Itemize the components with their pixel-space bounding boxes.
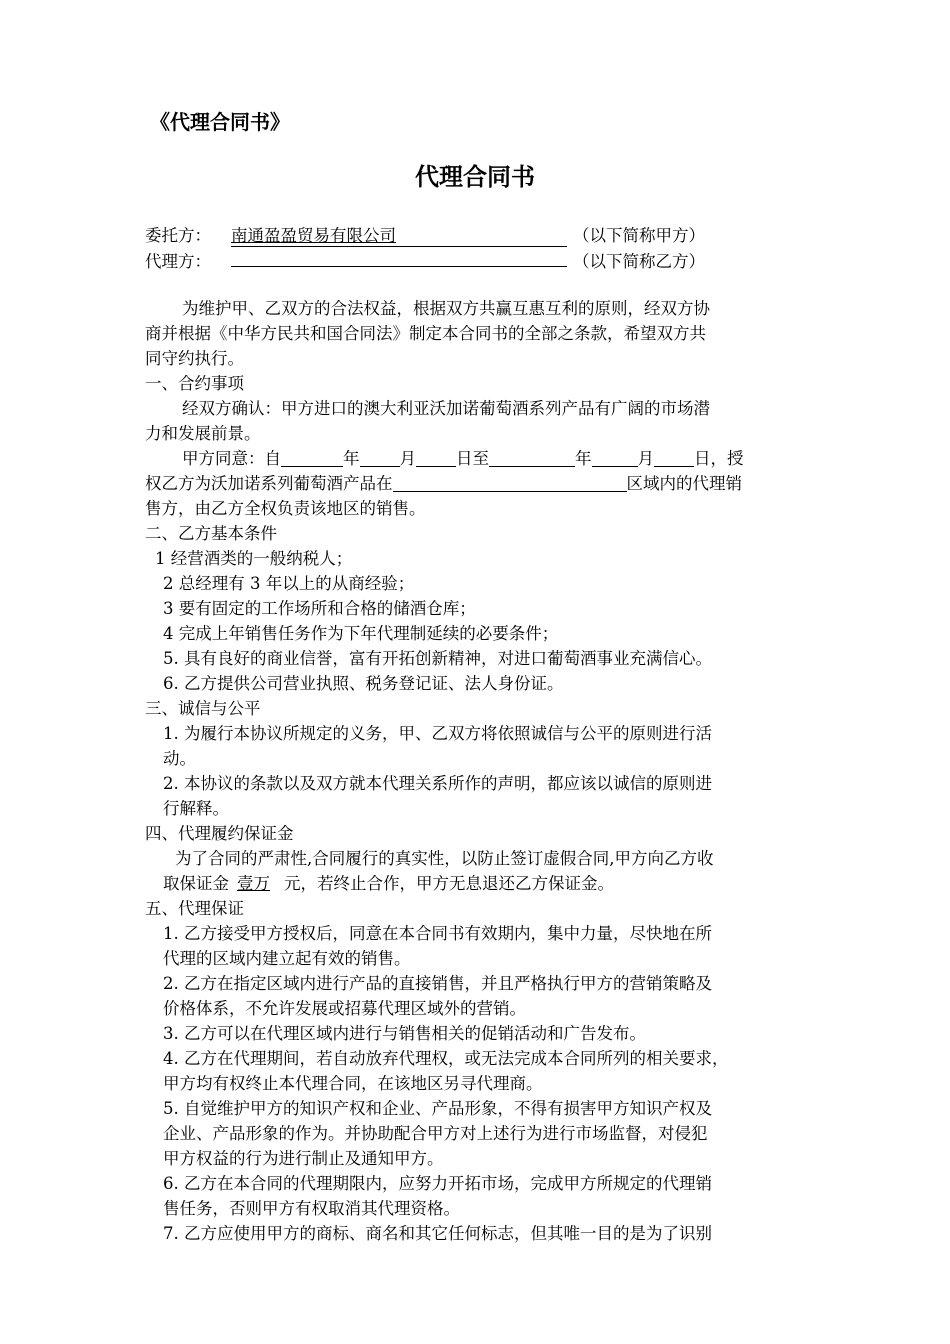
party-a-label: 委托方：	[145, 226, 211, 245]
s5-item-6-line-2: 售任务，否则甲方有权取消其代理资格。	[163, 1199, 460, 1218]
s5-item-5-line-2: 企业、产品形象的作为。并协助配合甲方对上述行为进行市场监督，对侵犯	[163, 1124, 708, 1143]
blank-start-day	[416, 448, 456, 467]
intro-line-2: 商并根据《中华方民共和国合同法》制定本合同书的全部之条款，希望双方共	[145, 324, 706, 343]
s2-item-1: 1 经营酒类的一般纳税人；	[155, 549, 353, 568]
intro-line-3: 同守约执行。	[145, 349, 244, 368]
s1-region-suffix: 区域内的代理销	[626, 474, 742, 493]
party-b-line	[145, 248, 705, 272]
s1-p2-line-2	[145, 471, 810, 496]
deposit-amount: 壹万	[237, 874, 270, 893]
blank-end-year	[489, 448, 575, 467]
section-4-heading: 四、代理履约保证金	[145, 824, 294, 843]
s5-item-4-line-1: 4. 乙方在代理期间，若自动放弃代理权，或无法完成本合同所列的相关要求，	[163, 1049, 729, 1068]
s1-year2-label: 年	[575, 449, 592, 468]
s5-item-5-line-1: 5. 自觉维护甲方的知识产权和企业、产品形象，不得有损害甲方知识产权及	[163, 1099, 712, 1118]
party-b-label: 代理方：	[145, 252, 211, 271]
s4-line-2	[145, 871, 810, 896]
party-a-value	[231, 226, 567, 247]
party-a-line	[145, 222, 705, 247]
s2-item-4: 4 完成上年销售任务作为下年代理制延续的必要条件；	[163, 624, 559, 643]
s1-month-label: 月	[399, 449, 416, 468]
section-2-heading: 二、乙方基本条件	[145, 524, 277, 543]
s5-item-5-line-3: 甲方权益的行为进行制止及通知甲方。	[163, 1149, 444, 1168]
s5-item-6-line-1: 6. 乙方在本合同的代理期限内，应努力开拓市场，完成甲方所规定的代理销	[163, 1174, 712, 1193]
s1-p2-text: 甲方同意：自	[182, 449, 281, 468]
s4-line-1: 为了合同的严肃性,合同履行的真实性，以防止签订虚假合同,甲方向乙方收	[175, 849, 714, 868]
s1-day-to-label: 日至	[456, 449, 489, 468]
s2-item-5: 5. 具有良好的商业信誉，富有开拓创新精神，对进口葡萄酒事业充满信心。	[163, 649, 712, 668]
s2-item-3: 3 要有固定的工作场所和合格的储酒仓库；	[163, 599, 476, 618]
blank-end-day	[654, 448, 694, 467]
s5-item-1-line-1: 1. 乙方接受甲方授权后，同意在本合同书有效期内，集中力量，尽快地在所	[163, 924, 712, 943]
s2-item-2: 2 总经理有 3 年以上的从商经验；	[163, 574, 415, 593]
s5-item-4-line-2: 甲方均有权终止本代理合同，在该地区另寻代理商。	[163, 1074, 543, 1093]
page-title: 代理合同书	[415, 163, 535, 191]
section-1-heading: 一、合约事项	[145, 374, 244, 393]
s4-deposit-suffix: 元，若终止合作，甲方无息退还乙方保证金。	[284, 874, 614, 893]
s3-item-2-line-1: 2. 本协议的条款以及双方就本代理关系所作的声明，都应该以诚信的原则进	[163, 774, 712, 793]
blank-region	[393, 473, 627, 492]
s1-year-label: 年	[343, 449, 360, 468]
contract-body	[145, 296, 810, 1246]
blank-end-month	[592, 448, 638, 467]
s1-p1-line-2: 力和发展前景。	[145, 424, 261, 443]
section-5-heading: 五、代理保证	[145, 899, 244, 918]
party-b-note: （以下简称乙方）	[573, 252, 705, 271]
document-heading: 《代理合同书》	[150, 110, 290, 134]
party-a-name: 南通盈盈贸易有限公司	[231, 226, 396, 245]
s5-item-7-line-1: 7. 乙方应使用甲方的商标、商名和其它任何标志，但其唯一目的是为了识别	[163, 1224, 712, 1243]
s1-day2-label: 日，授	[694, 449, 744, 468]
s5-item-2-line-1: 2. 乙方在指定区域内进行产品的直接销售，并且严格执行甲方的营销策略及	[163, 974, 712, 993]
s4-deposit-text: 取保证金	[163, 874, 229, 893]
s1-region-text: 权乙方为沃加诺系列葡萄酒产品在	[145, 474, 393, 493]
s2-item-6: 6. 乙方提供公司营业执照、税务登记证、法人身份证。	[163, 674, 564, 693]
party-a-note: （以下简称甲方）	[573, 226, 705, 245]
s3-item-1-line-1: 1. 为履行本协议所规定的义务，甲、乙双方将依照诚信与公平的原则进行活	[163, 724, 712, 743]
section-3-heading: 三、诚信与公平	[145, 699, 261, 718]
party-b-value	[231, 266, 567, 267]
s5-item-1-line-2: 代理的区域内建立起有效的销售。	[163, 949, 411, 968]
s5-item-3-line-1: 3. 乙方可以在代理区域内进行与销售相关的促销活动和广告发布。	[163, 1024, 646, 1043]
s3-item-2-line-2: 行解释。	[163, 799, 229, 818]
intro-line-1: 为维护甲、乙双方的合法权益，根据双方共赢互惠互利的原则，经双方协	[182, 299, 710, 318]
s5-item-2-line-2: 价格体系，不允许发展或招募代理区域外的营销。	[163, 999, 526, 1018]
blank-start-year	[281, 448, 343, 467]
s1-p1-line-1: 经双方确认：甲方进口的澳大利亚沃加诺葡萄酒系列产品有广阔的市场潜	[182, 399, 710, 418]
s1-p2-line-1	[145, 446, 810, 471]
s1-month2-label: 月	[637, 449, 654, 468]
s1-p2-line-3: 售方，由乙方全权负责该地区的销售。	[145, 499, 426, 518]
blank-start-month	[360, 448, 400, 467]
s3-item-1-line-2: 动。	[163, 749, 196, 768]
